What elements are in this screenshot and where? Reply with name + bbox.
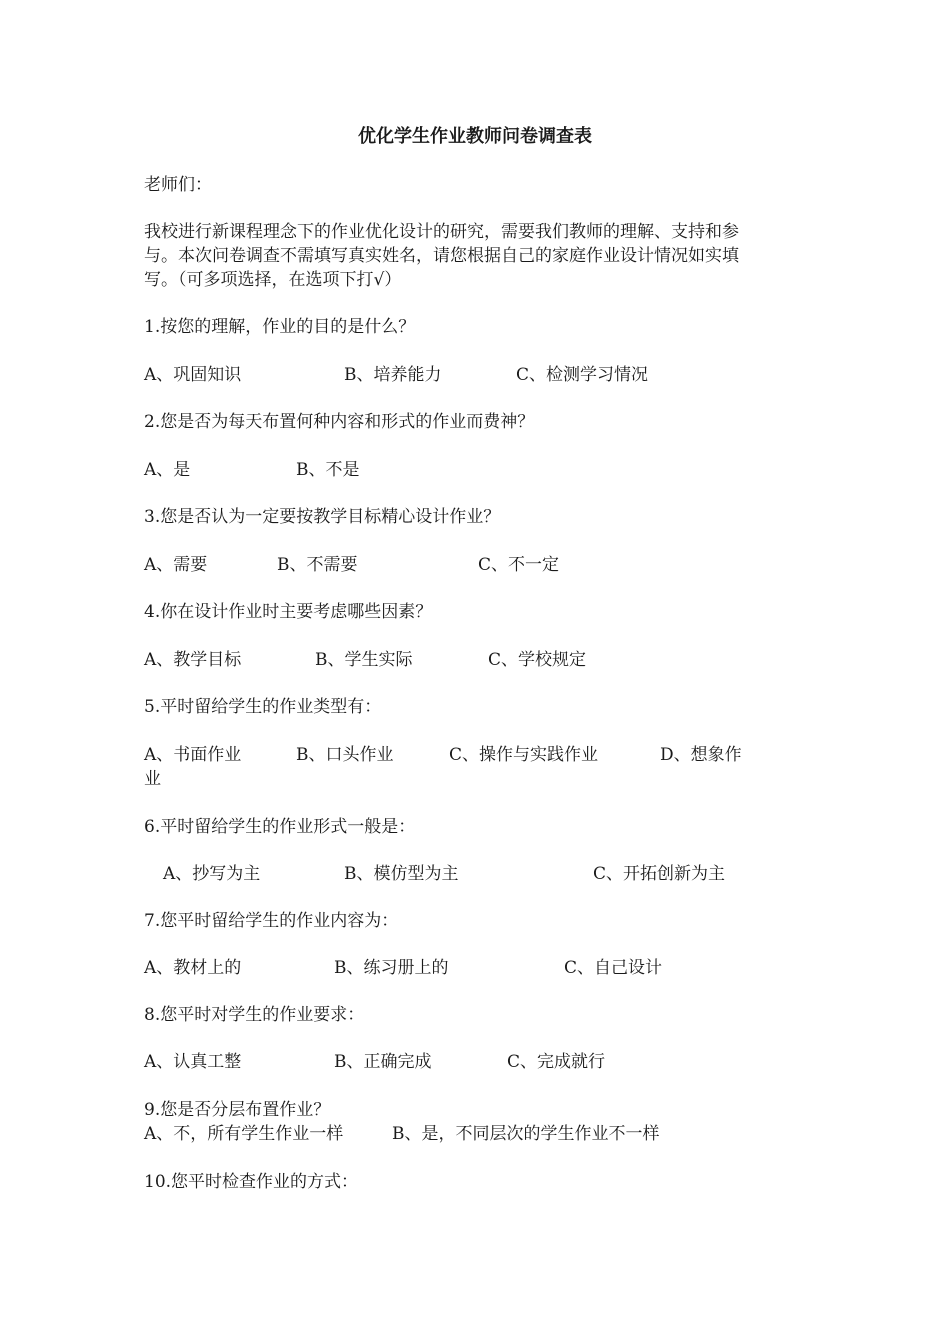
intro-line-1: 我校进行新课程理念下的作业优化设计的研究，需要我们教师的理解、支持和参 (144, 222, 739, 242)
question-5: 5.平时留给学生的作业类型有： (144, 697, 382, 717)
question-7-option-b[interactable]: B、练习册上的 (334, 958, 449, 978)
question-2: 2.您是否为每天布置何种内容和形式的作业而费神？ (144, 412, 535, 432)
question-8-option-c[interactable]: C、完成就行 (507, 1052, 606, 1072)
question-1-option-b[interactable]: B、培养能力 (344, 365, 442, 385)
question-8: 8.您平时对学生的作业要求： (144, 1005, 365, 1025)
question-9-option-b[interactable]: B、是，不同层次的学生作业不一样 (392, 1124, 660, 1144)
greeting: 老师们： (144, 175, 212, 195)
question-6: 6.平时留给学生的作业形式一般是： (144, 817, 416, 837)
question-3-option-c[interactable]: C、不一定 (478, 555, 560, 575)
question-10: 10.您平时检查作业的方式： (144, 1172, 359, 1192)
question-4-option-b[interactable]: B、学生实际 (315, 650, 413, 670)
question-5-option-d[interactable]: D、想象作 (660, 745, 742, 765)
question-5-option-b[interactable]: B、口头作业 (296, 745, 394, 765)
document-title: 优化学生作业教师问卷调查表 (358, 126, 592, 147)
question-1: 1.按您的理解，作业的目的是什么？ (144, 317, 416, 337)
question-7: 7.您平时留给学生的作业内容为： (144, 911, 399, 931)
question-5-option-a[interactable]: A、书面作业 (144, 745, 242, 765)
question-7-option-c[interactable]: C、自己设计 (564, 958, 663, 978)
question-1-option-c[interactable]: C、检测学习情况 (516, 365, 649, 385)
question-4: 4.你在设计作业时主要考虑哪些因素？ (144, 602, 433, 622)
question-3-option-a[interactable]: A、需要 (144, 555, 208, 575)
question-6-option-b[interactable]: B、模仿型为主 (344, 864, 459, 884)
question-6-option-c[interactable]: C、开拓创新为主 (593, 864, 726, 884)
question-9-option-a[interactable]: A、不，所有学生作业一样 (144, 1124, 344, 1144)
intro-line-3: 写。（可多项选择，在选项下打√） (144, 270, 402, 290)
question-2-option-a[interactable]: A、是 (144, 460, 191, 480)
question-1-option-a[interactable]: A、巩固知识 (144, 365, 242, 385)
question-7-option-a[interactable]: A、教材上的 (144, 958, 242, 978)
question-2-option-b[interactable]: B、不是 (296, 460, 360, 480)
intro-line-2: 与。本次问卷调查不需填写真实姓名，请您根据自己的家庭作业设计情况如实填 (144, 246, 739, 266)
question-3-option-b[interactable]: B、不需要 (277, 555, 358, 575)
question-8-option-b[interactable]: B、正确完成 (334, 1052, 432, 1072)
question-4-option-c[interactable]: C、学校规定 (488, 650, 587, 670)
question-8-option-a[interactable]: A、认真工整 (144, 1052, 242, 1072)
question-6-option-a[interactable]: A、抄写为主 (163, 864, 261, 884)
question-3: 3.您是否认为一定要按教学目标精心设计作业？ (144, 507, 501, 527)
question-9: 9.您是否分层布置作业？ (144, 1100, 331, 1120)
question-5-option-c[interactable]: C、操作与实践作业 (449, 745, 599, 765)
question-4-option-a[interactable]: A、教学目标 (144, 650, 242, 670)
question-5-option-d-continuation: 业 (144, 769, 161, 789)
